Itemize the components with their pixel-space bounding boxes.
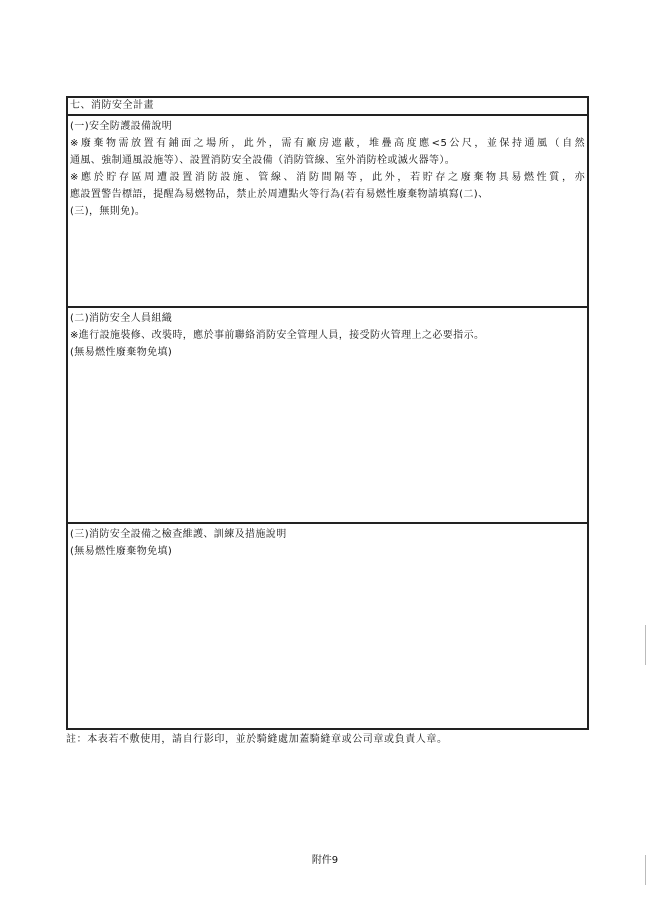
safety-equipment-section — [68, 116, 587, 308]
safety-equipment-line-1: ※廢棄物需放置有鋪面之場所，此外，需有廠房遮蔽，堆疊高度應<5公尺，並保持通風（自然 — [70, 138, 585, 149]
safety-equipment-line-2: 通風、強制通風設施等）、設置消防安全設備（消防管線、室外消防栓或滅火器等）。 — [70, 155, 456, 166]
safety-equipment-heading: (一)安全防護設備說明 — [70, 121, 173, 132]
safety-equipment-line-4: 應設置警告標語，提醒為易燃物品，禁止於周遭點火等行為(若有易燃性廢棄物請填寫(二)、 — [70, 189, 489, 200]
safety-personnel-line-1: ※進行設施裝修、改裝時，應於事前聯絡消防安全管理人員，接受防火管理上之必要指示。 — [70, 330, 485, 341]
scan-edge-mark — [645, 855, 646, 885]
equipment-inspection-section — [68, 524, 587, 728]
safety-personnel-section — [68, 308, 587, 524]
fire-safety-plan-table — [66, 96, 589, 730]
safety-personnel-line-2: (無易燃性廢棄物免填) — [70, 347, 173, 358]
section-title: 七、消防安全計畫 — [68, 98, 587, 116]
safety-equipment-line-5: (三)，無則免)。 — [70, 206, 146, 217]
safety-equipment-line-3: ※應於貯存區周遭設置消防設施、管線、消防間隔等，此外，若貯存之廢棄物具易燃性質，亦 — [70, 172, 585, 183]
equipment-inspection-heading: (三)消防安全設備之檢查維護、訓練及措施說明 — [70, 529, 287, 540]
page-label: 附件9 — [311, 855, 339, 866]
scan-edge-mark — [645, 625, 646, 665]
equipment-inspection-line-1: (無易燃性廢棄物免填) — [70, 546, 173, 557]
safety-personnel-heading: (二)消防安全人員組織 — [70, 313, 173, 324]
footnote: 註：本表若不敷使用，請自行影印，並於騎縫處加蓋騎縫章或公司章或負責人章。 — [66, 734, 448, 745]
